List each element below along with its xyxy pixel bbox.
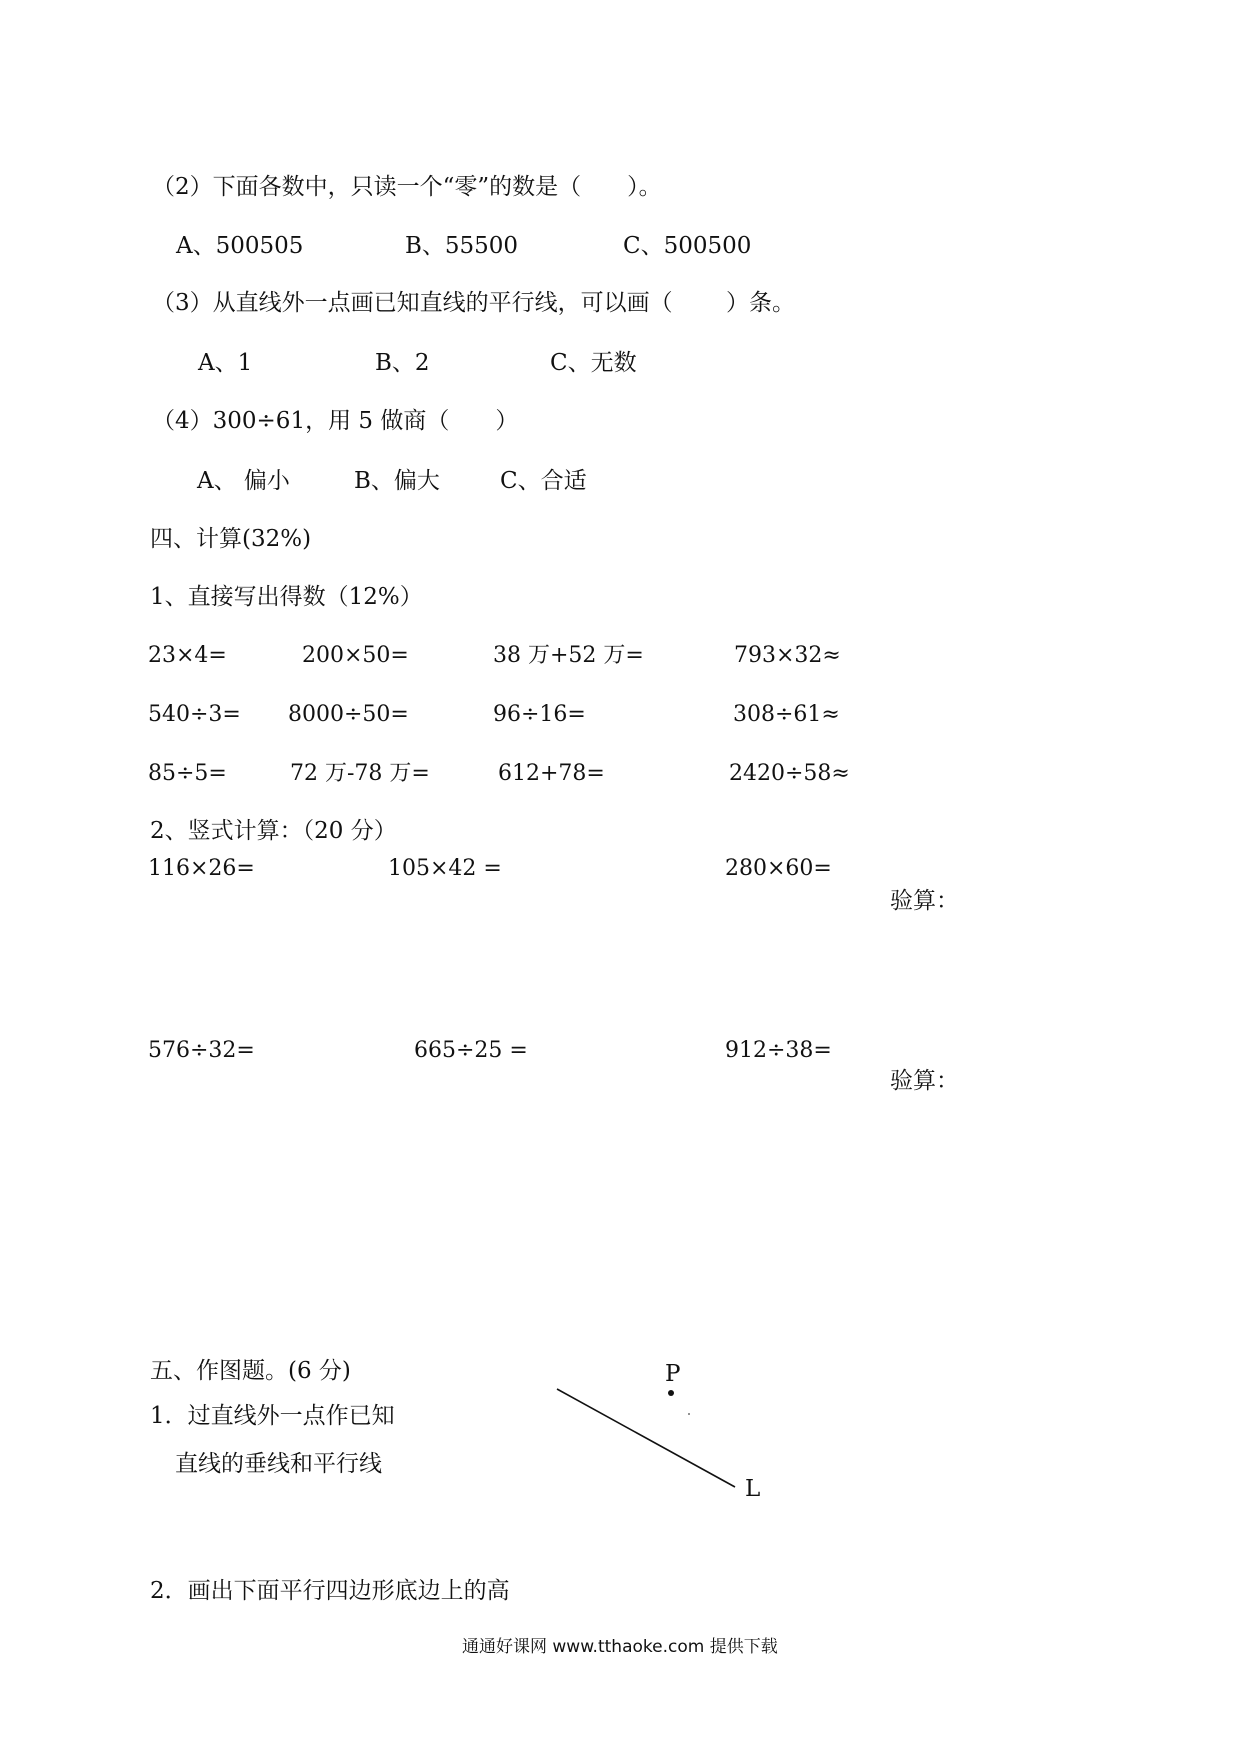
question-4-option-a: A、 偏小 (197, 468, 290, 494)
drawing-question-1-line-1: 1．过直线外一点作已知 (150, 1403, 395, 1429)
oral-calc-item: 96÷16= (493, 702, 586, 727)
oral-calc-item: 793×32≈ (734, 643, 841, 668)
oral-calc-item: 85÷5= (148, 761, 227, 786)
point-p-label: P (665, 1361, 681, 1387)
vertical-calc-item: 105×42 = (388, 856, 502, 881)
question-4-option-b: B、偏大 (354, 468, 440, 494)
oral-calc-item: 2420÷58≈ (729, 761, 850, 786)
oral-calc-item: 540÷3= (148, 702, 241, 727)
question-3-stem: （3）从直线外一点画已知直线的平行线，可以画（ ）条。 (152, 290, 795, 316)
stray-dot (688, 1413, 690, 1415)
question-4-stem: （4）300÷61，用 5 做商（ ） (152, 408, 519, 434)
question-3-option-b: B、2 (375, 350, 430, 376)
oral-calc-item: 23×4= (148, 643, 227, 668)
vertical-calc-item: 912÷38= (725, 1038, 832, 1063)
question-2-option-b: B、55500 (405, 233, 519, 259)
question-3-option-a: A、1 (198, 350, 253, 376)
check-label: 验算： (890, 1068, 959, 1094)
question-2-stem: （2）下面各数中，只读一个“零”的数是（ ）。 (152, 174, 662, 200)
part-2-title: 2、竖式计算：（20 分） (150, 818, 397, 844)
drawing-question-1-line-2: 直线的垂线和平行线 (175, 1451, 382, 1477)
oral-calc-item: 72 万-78 万= (290, 761, 430, 786)
question-2-option-c: C、500500 (623, 233, 752, 259)
oral-calc-item: 308÷61≈ (733, 702, 840, 727)
oral-calc-item: 8000÷50= (288, 702, 409, 727)
question-4-option-c: C、合适 (500, 468, 587, 494)
section-4-title: 四、计算(32%) (150, 526, 312, 552)
line-l (557, 1389, 735, 1487)
vertical-calc-item: 665÷25 = (414, 1038, 528, 1063)
check-label: 验算： (890, 888, 959, 914)
vertical-calc-item: 116×26= (148, 856, 255, 881)
footer-watermark: 通通好课网 www.tthaoke.com 提供下载 (462, 1637, 778, 1657)
part-1-title: 1、直接写出得数（12%） (150, 584, 423, 610)
line-l-label: L (745, 1476, 761, 1502)
vertical-calc-item: 576÷32= (148, 1038, 255, 1063)
section-5-title: 五、作图题。(6 分) (150, 1358, 351, 1384)
oral-calc-item: 612+78= (498, 761, 605, 786)
oral-calc-item: 200×50= (302, 643, 409, 668)
vertical-calc-item: 280×60= (725, 856, 832, 881)
question-2-option-a: A、500505 (176, 233, 304, 259)
drawing-question-2: 2．画出下面平行四边形底边上的高 (150, 1578, 510, 1604)
point-p (668, 1390, 674, 1396)
oral-calc-item: 38 万+52 万= (493, 643, 644, 668)
question-3-option-c: C、无数 (550, 350, 637, 376)
